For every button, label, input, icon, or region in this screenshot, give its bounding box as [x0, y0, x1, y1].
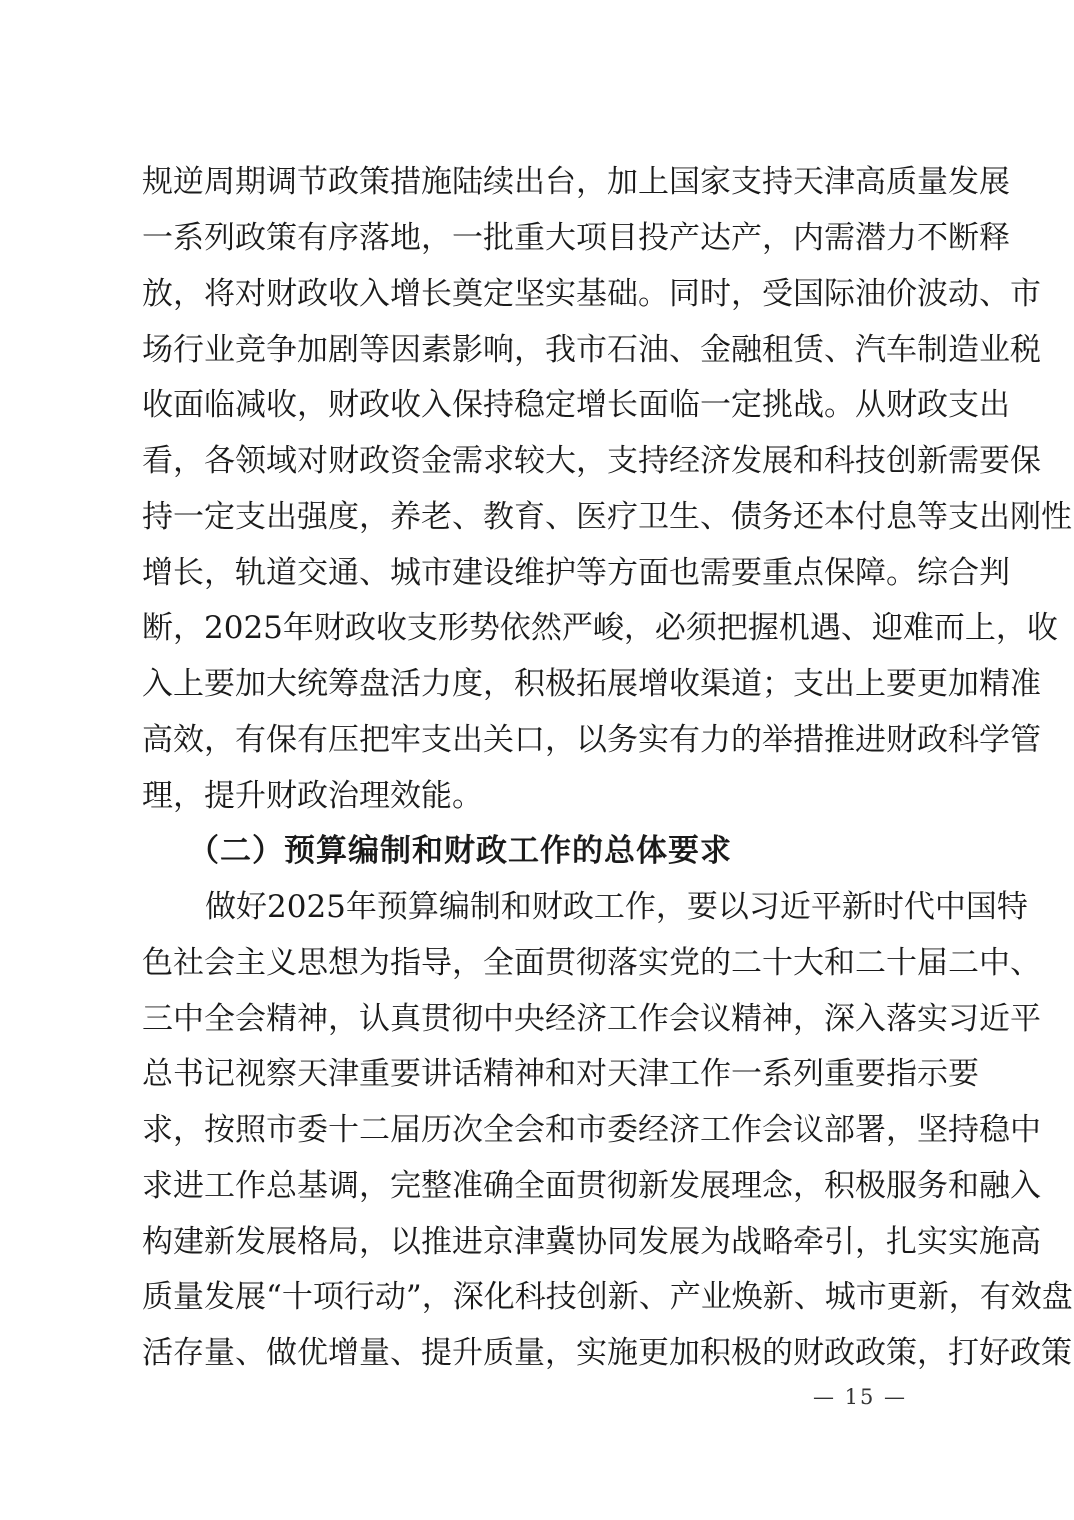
paragraph-line: 入上要加大统筹盘活力度，积极拓展增收渠道；支出上要更加精准 — [142, 666, 1041, 702]
paragraph-line: 求进工作总基调，完整准确全面贯彻新发展理念，积极服务和融入 — [142, 1168, 1041, 1204]
page-number: — 15 — — [812, 1385, 908, 1409]
paragraph-line: 场行业竞争加剧等因素影响，我市石油、金融租赁、汽车制造业税 — [142, 332, 1041, 368]
paragraph-line: 总书记视察天津重要讲话精神和对天津工作一系列重要指示要 — [142, 1056, 979, 1092]
paragraph-line: 质量发展“十项行动”，深化科技创新、产业焕新、城市更新，有效盘 — [142, 1279, 1073, 1315]
paragraph-line: 持一定支出强度，养老、教育、医疗卫生、债务还本付息等支出刚性 — [142, 499, 1072, 535]
paragraph-line: 看，各领域对财政资金需求较大，支持经济发展和科技创新需要保 — [142, 443, 1041, 479]
paragraph-line: 求，按照市委十二届历次全会和市委经济工作会议部署，坚持稳中 — [142, 1112, 1041, 1148]
paragraph-line: 三中全会精神，认真贯彻中央经济工作会议精神，深入落实习近平 — [142, 1001, 1041, 1037]
paragraph-line: 放，将对财政收入增长奠定坚实基础。同时，受国际油价波动、市 — [142, 276, 1041, 312]
paragraph-line: 增长，轨道交通、城市建设维护等方面也需要重点保障。综合判 — [142, 555, 1010, 591]
paragraph-line: 规逆周期调节政策措施陆续出台，加上国家支持天津高质量发展 — [142, 164, 1010, 200]
paragraph-line: 做好2025年预算编制和财政工作，要以习近平新时代中国特 — [205, 889, 1028, 925]
paragraph-line: 一系列政策有序落地，一批重大项目投产达产，内需潜力不断释 — [142, 220, 1010, 256]
paragraph-line: 构建新发展格局，以推进京津冀协同发展为战略牵引，扎实实施高 — [142, 1224, 1041, 1260]
paragraph-line: 断，2025年财政收支形势依然严峻，必须把握机遇、迎难而上，收 — [142, 610, 1058, 646]
paragraph-line: 收面临减收，财政收入保持稳定增长面临一定挑战。从财政支出 — [142, 387, 1010, 423]
paragraph-line: 理，提升财政治理效能。 — [142, 778, 483, 814]
paragraph-line: 活存量、做优增量、提升质量，实施更加积极的财政政策，打好政策 — [142, 1335, 1072, 1371]
section-heading: （二）预算编制和财政工作的总体要求 — [188, 833, 732, 869]
paragraph-line: 高效，有保有压把牢支出关口，以务实有力的举措推进财政科学管 — [142, 722, 1041, 758]
paragraph-line: 色社会主义思想为指导，全面贯彻落实党的二十大和二十届二中、 — [142, 945, 1041, 981]
